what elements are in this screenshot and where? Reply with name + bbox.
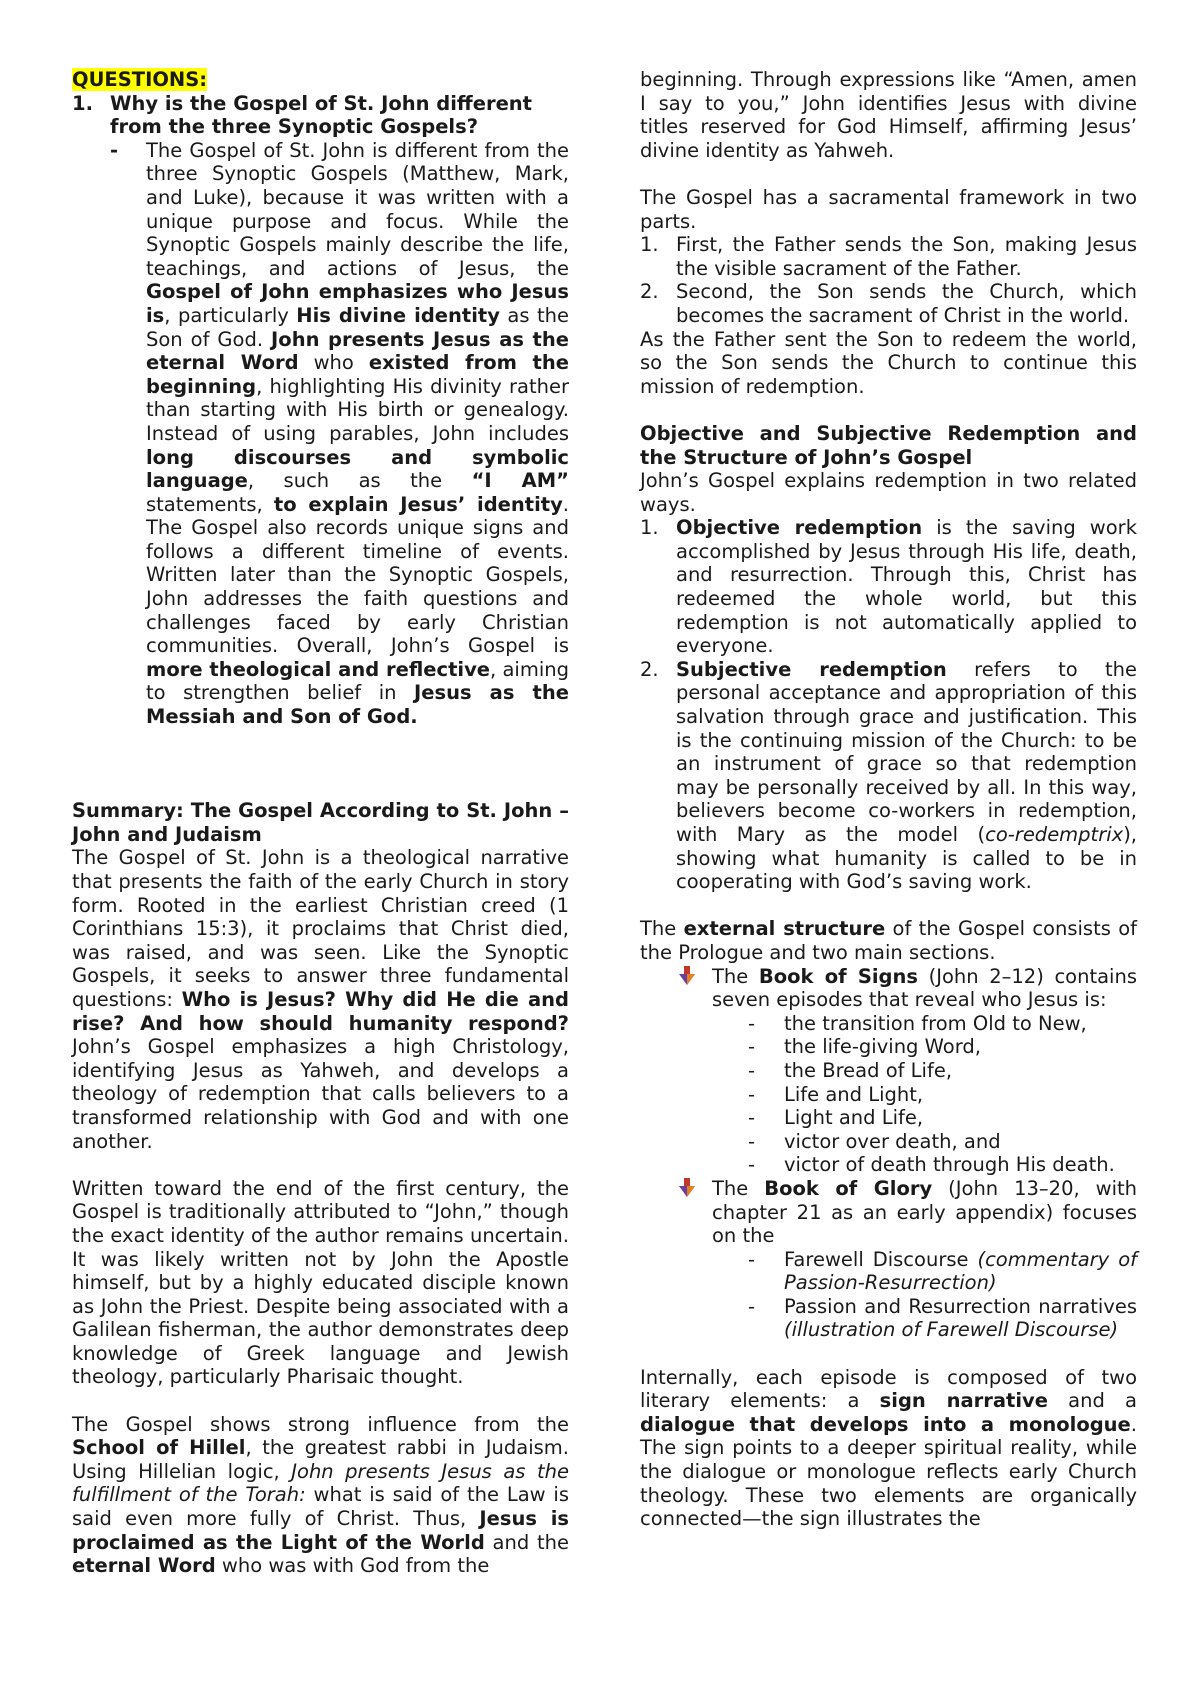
answer-bold-7: to explain Jesus’ identity — [273, 492, 563, 516]
redemption-item-2-body-2: ), showing what humanity is called to be in cooperating with God’s saving work. — [676, 823, 1137, 894]
dash-bullet: - — [748, 1129, 756, 1153]
redemption-heading-text: Objective and Subjective Redemption and the Structure of John’s Gospel — [640, 421, 1137, 469]
sacramental-item-1 — [640, 233, 1137, 280]
question-1-title: Why is the Gospel of St. John different from the three Synoptic Gospels? — [110, 91, 533, 139]
summary-p3-text-1: The Gospel shows strong influence from the — [72, 1412, 569, 1436]
summary-paragraph-3 — [72, 1413, 569, 1578]
redemption-item-2-bold: Subjective redemption — [676, 657, 947, 681]
answer-text-3: as the Son of God. — [146, 303, 569, 351]
internal-structure-paragraph — [640, 1366, 1137, 1531]
spacer — [640, 1342, 1137, 1366]
book-of-signs-text — [712, 965, 1137, 1012]
summary-paragraph-1 — [72, 846, 569, 1153]
sacramental-item-1-text: First, the Father sends the Son, making Jesus the visible sacrament of the Father. — [676, 233, 1137, 280]
external-text-1: The — [640, 917, 684, 941]
continued-paragraph: beginning. Through expressions like “Amen, amen I say to you,” John identifies Jesus with divine titles reserved for God Himself, affirming Jesus’ divine identity as Yahweh. — [640, 68, 1137, 162]
signs-text-2: (John 2–12) contains seven episodes that reveal who Jesus is: — [712, 964, 1137, 1012]
internal-text-2: and a — [1047, 1389, 1137, 1413]
external-text-2: of the Gospel consists of the Prologue and two main sections. — [640, 917, 1137, 964]
summary-p1-text-2: John’s Gospel emphasizes a high Christology, identifying Jesus as Yahweh, and develops a theology of redemption that calls believers to a transformed relationship with God and with one another. — [72, 1035, 569, 1153]
glory-item-1-plain: Farewell Discourse — [784, 1247, 978, 1271]
summary-p3-bold-2: Jesus is proclaimed as the Light of the World — [72, 1507, 569, 1554]
answer-bold-1: Gospel of John emphasizes who Jesus is — [146, 280, 569, 327]
internal-bold-2: dialogue that develops into a monologue — [640, 1412, 1131, 1436]
summary-p1-text-1: The Gospel of St. John is a theological narrative that presents the faith of the early Church in story form. Rooted in the earliest Christian creed (1 Corinthians 15:3), it proclaims that Christ died, was raised, and was seen. Like the Synoptic Gospels, it seeks to answer three fundamental questions: — [72, 846, 569, 1011]
answer-text-2: , particularly — [164, 303, 297, 327]
redemption-item-2-body-1: refers to the personal acceptance and appropriation of this salvation through grace and justification. This is the continuing mission of the Church: to be an instrument of grace so that redemption may be personally received by all. In this way, believers become co-workers in redemption, with Mary as the model ( — [676, 657, 1137, 846]
glory-item-2-plain: Passion and Resurrection narratives — [784, 1294, 1137, 1318]
sign-episode-2 — [748, 1035, 1137, 1059]
sacramental-conclusion: As the Father sent the Son to redeem the world, so the Son sends the Church to continue this mission of redemption. — [640, 327, 1137, 398]
questions-label: QUESTIONS: — [72, 68, 208, 91]
glory-text-1: The — [712, 1176, 765, 1200]
glory-bold: Book of Glory — [764, 1176, 933, 1200]
answer-bold-6: “I AM” — [471, 469, 569, 493]
arrow-bullet-svg — [676, 965, 698, 987]
internal-bold-1: sign narrative — [879, 1389, 1048, 1413]
dash-bullet: - — [748, 1153, 756, 1177]
summary-title — [72, 799, 569, 846]
book-of-signs-item — [676, 965, 1137, 1012]
sign-episode-4 — [748, 1083, 1137, 1107]
arrow-bullet-icon — [676, 1177, 712, 1248]
glory-item-1-italic: (commentary of Passion-Resurrection) — [784, 1247, 1137, 1295]
signs-bold: Book of Signs — [758, 964, 918, 988]
arrow-bullet-icon — [676, 965, 712, 1012]
answer-bold-2: His divine identity — [296, 303, 500, 327]
summary-p3-text-3: what is said of the Law is said even more fully of Christ. Thus, — [72, 1483, 569, 1531]
redemption-heading — [640, 422, 1137, 469]
redemption-item-1-bold: Objective redemption — [676, 516, 923, 540]
sign-episode-text: Life and Light, — [784, 1082, 924, 1106]
summary-p1-bold: Who is Jesus? Why did He die and rise? And how should humanity respond? — [72, 987, 569, 1035]
answer-text-9: , aiming to strengthen belief in — [146, 657, 569, 705]
redemption-item-1-number: 1. — [640, 516, 659, 540]
answer-text-1: The Gospel of St. John is different from the three Synoptic Gospels (Matthew, Mark, and Luke), because it was written with a unique purpose and focus. While the Synoptic Gospels mainly describe the life, teachings, and actions of Jesus, the — [146, 138, 569, 280]
summary-paragraph-2: Written toward the end of the first century, the Gospel is traditionally attributed to “John,” though the exact identity of the author remains uncertain. It was likely written not by John the Apostle himself, but by a highly educated disciple known as John the Priest. Despite being associated with a Galilean fisherman, the author demonstrates deep knowledge of Greek language and Jewish theology, particularly Pharisaic thought. — [72, 1176, 569, 1389]
dash-bullet: - — [748, 1106, 756, 1130]
spacer — [72, 1153, 569, 1177]
sign-episode-text: the life-giving Word, — [784, 1035, 981, 1059]
summary-p3-text-2: , the greatest rabbi in Judaism. Using Hillelian logic, — [72, 1436, 569, 1483]
summary-p3-italic: John presents Jesus as the fulfillment of the Torah: — [72, 1459, 569, 1507]
redemption-item-1-text — [676, 516, 1137, 658]
right-column — [640, 68, 1137, 1531]
spacer — [640, 894, 1137, 918]
spacer — [640, 162, 1137, 186]
answer-bullet: - — [110, 138, 119, 162]
questions-label-line — [72, 68, 569, 92]
internal-text-1: Internally, each episode is composed of two literary elements: a — [640, 1365, 1137, 1413]
dash-bullet: - — [748, 1035, 756, 1059]
answer-text-4: who — [298, 351, 369, 375]
redemption-intro: John’s Gospel explains redemption in two related ways. — [640, 469, 1137, 516]
answer-bold-3: John presents Jesus as the eternal Word — [146, 327, 569, 375]
sign-episode-6 — [748, 1130, 1137, 1154]
question-1-answer — [110, 139, 569, 729]
glory-item-1-text — [784, 1248, 1137, 1295]
sign-episode-text: the transition from Old to New, — [784, 1011, 1087, 1035]
sign-episode-text: the Bread of Life, — [784, 1058, 953, 1082]
dash-bullet: - — [748, 1294, 756, 1318]
sign-episode-5 — [748, 1106, 1137, 1130]
dash-bullet: - — [748, 1058, 756, 1082]
summary-p3-bold-3: eternal Word — [72, 1554, 216, 1578]
sacramental-item-1-number: 1. — [640, 233, 659, 257]
arrow-bullet-svg — [676, 1177, 698, 1199]
redemption-item-2 — [640, 658, 1137, 894]
dash-bullet: - — [748, 1011, 756, 1035]
dash-bullet: - — [748, 1247, 756, 1271]
book-of-glory-item — [676, 1177, 1137, 1248]
answer-bold-5: long discourses and symbolic language — [146, 445, 569, 493]
redemption-item-2-text — [676, 658, 1137, 894]
spacer — [72, 729, 569, 776]
external-structure-paragraph — [640, 917, 1137, 964]
spacer — [640, 398, 1137, 422]
summary-p3-bold-1: School of Hillel — [72, 1436, 246, 1460]
sign-episode-1 — [748, 1012, 1137, 1036]
glory-text-2: (John 13–20, with chapter 21 as an early appendix) focuses on the — [712, 1176, 1138, 1248]
redemption-item-2-italic: co-redemptrix — [985, 823, 1124, 846]
redemption-item-1-body: is the saving work accomplished by Jesus through His life, death, and resurrection. Through this, Christ has redeemed the whole world, but this redemption is not automatically applied to everyone. — [676, 516, 1137, 658]
spacer — [72, 776, 569, 800]
question-1-number: 1. — [72, 91, 93, 115]
sign-episode-3 — [748, 1059, 1137, 1083]
answer-bold-8: more theological and reflective — [146, 657, 491, 681]
sign-episode-text: Light and Life, — [784, 1106, 924, 1130]
book-of-glory-text — [712, 1177, 1137, 1248]
glory-item-2-text — [784, 1295, 1137, 1342]
glory-item-2-italic: (illustration of Farewell Discourse) — [784, 1318, 1119, 1342]
answer-bold-4: existed from the beginning — [146, 351, 569, 398]
summary-title-text: Summary: The Gospel According to St. John – John and Judaism — [72, 799, 569, 846]
question-1-heading — [72, 92, 569, 139]
left-column — [72, 68, 569, 1578]
sacramental-item-2 — [640, 280, 1137, 327]
glory-item-2 — [748, 1295, 1137, 1342]
answer-text-5: , highlighting His divinity rather than starting with His birth or genealogy. Instead of using parables, John includes — [146, 374, 569, 445]
external-bold: external structure — [683, 917, 886, 941]
redemption-item-1 — [640, 516, 1137, 658]
sacramental-item-2-number: 2. — [640, 280, 659, 304]
spacer — [72, 1389, 569, 1413]
sign-episode-text: victor of death through His death. — [784, 1153, 1115, 1177]
summary-p3-text-4: and the — [484, 1530, 569, 1554]
redemption-item-2-number: 2. — [640, 657, 659, 681]
dash-bullet: - — [748, 1082, 756, 1106]
sign-episode-7 — [748, 1153, 1137, 1177]
answer-text-6: , such as the — [247, 469, 472, 493]
answer-text-7: statements, — [146, 492, 274, 516]
answer-bold-9: Jesus as the Messiah and Son of God. — [146, 681, 569, 729]
glory-item-1 — [748, 1248, 1137, 1295]
sign-episode-text: victor over death, and — [784, 1129, 1001, 1153]
sacramental-item-2-text: Second, the Son sends the Church, which becomes the sacrament of Christ in the world. — [676, 280, 1137, 327]
answer-text — [146, 139, 569, 729]
sacramental-intro: The Gospel has a sacramental framework in two parts. — [640, 185, 1137, 233]
internal-text-3: . The sign points to a deeper spiritual reality, while the dialogue or monologue reflects early Church theology. These two elements are organically connected—the sign illustrates the — [640, 1412, 1137, 1531]
signs-text-1: The — [712, 964, 759, 988]
answer-text-8: . The Gospel also records unique signs and follows a different timeline of events. Written later than the Synoptic Gospels, John addresses the faith questions and challenges faced by early Christian communities. Overall, John’s Gospel is — [146, 492, 569, 658]
summary-p3-text-5: who was with God from the — [215, 1554, 490, 1578]
